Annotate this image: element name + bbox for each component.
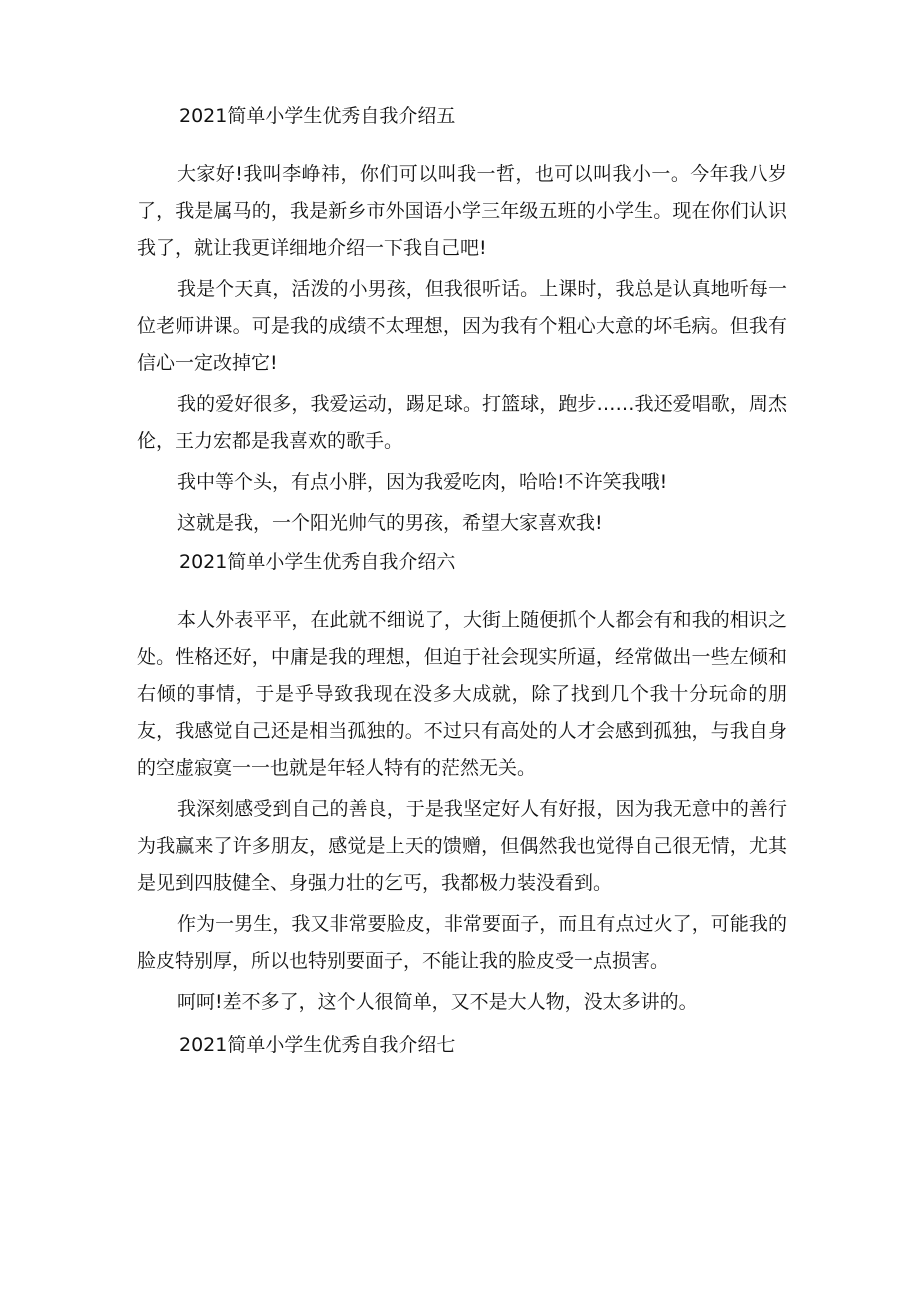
paragraph: 我的爱好很多，我爱运动，踢足球。打篮球，跑步……我还爱唱歌，周杰伦，王力宏都是我喜欢的歌手。 — [137, 393, 787, 452]
paragraph: 呵呵!差不多了，这个人很简单，又不是大人物，没太多讲的。 — [177, 991, 698, 1013]
document-body — [137, 100, 787, 1061]
paragraph: 我深刻感受到自己的善良，于是我坚定好人有好报，因为我无意中的善行为我赢来了许多朋友，感觉是上天的馈赠，但偶然我也觉得自己很无情，尤其是见到四肢健全、身强力壮的乞丐，我都极力装没看到。 — [137, 798, 787, 894]
paragraph: 作为一男生，我又非常要脸皮，非常要面子，而且有点过火了，可能我的脸皮特别厚，所以也特别要面子，不能让我的脸皮受一点损害。 — [137, 913, 787, 972]
paragraph: 大家好!我叫李峥祎，你们可以叫我一哲，也可以叫我小一。今年我八岁了，我是属马的，我是新乡市外国语小学三年级五班的小学生。现在你们认识我了，就让我更详细地介绍一下我自己吧! — [137, 163, 787, 259]
section-heading-6: 2021简单小学生优秀自我介绍六 — [179, 551, 456, 573]
section-heading-7: 2021简单小学生优秀自我介绍七 — [179, 1034, 456, 1056]
paragraph: 本人外表平平，在此就不细说了，大街上随便抓个人都会有和我的相识之处。性格还好，中庸是我的理想，但迫于社会现实所逼，经常做出一些左倾和右倾的事情，于是乎导致我现在没多大成就，除了找到几个我十分玩命的朋友，我感觉自己还是相当孤独的。不过只有高处的人才会感到孤独，与我自身的空虚寂寞一一也就是年轻人特有的茫然无关。 — [137, 609, 787, 779]
paragraph: 我是个天真，活泼的小男孩，但我很听话。上课时，我总是认真地听每一位老师讲课。可是我的成绩不太理想，因为我有个粗心大意的坏毛病。但我有信心一定改掉它! — [137, 278, 787, 374]
section-heading-5: 2021简单小学生优秀自我介绍五 — [179, 105, 456, 127]
paragraph: 我中等个头，有点小胖，因为我爱吃肉，哈哈!不许笑我哦! — [177, 471, 668, 493]
paragraph: 这就是我，一个阳光帅气的男孩，希望大家喜欢我! — [177, 512, 603, 534]
